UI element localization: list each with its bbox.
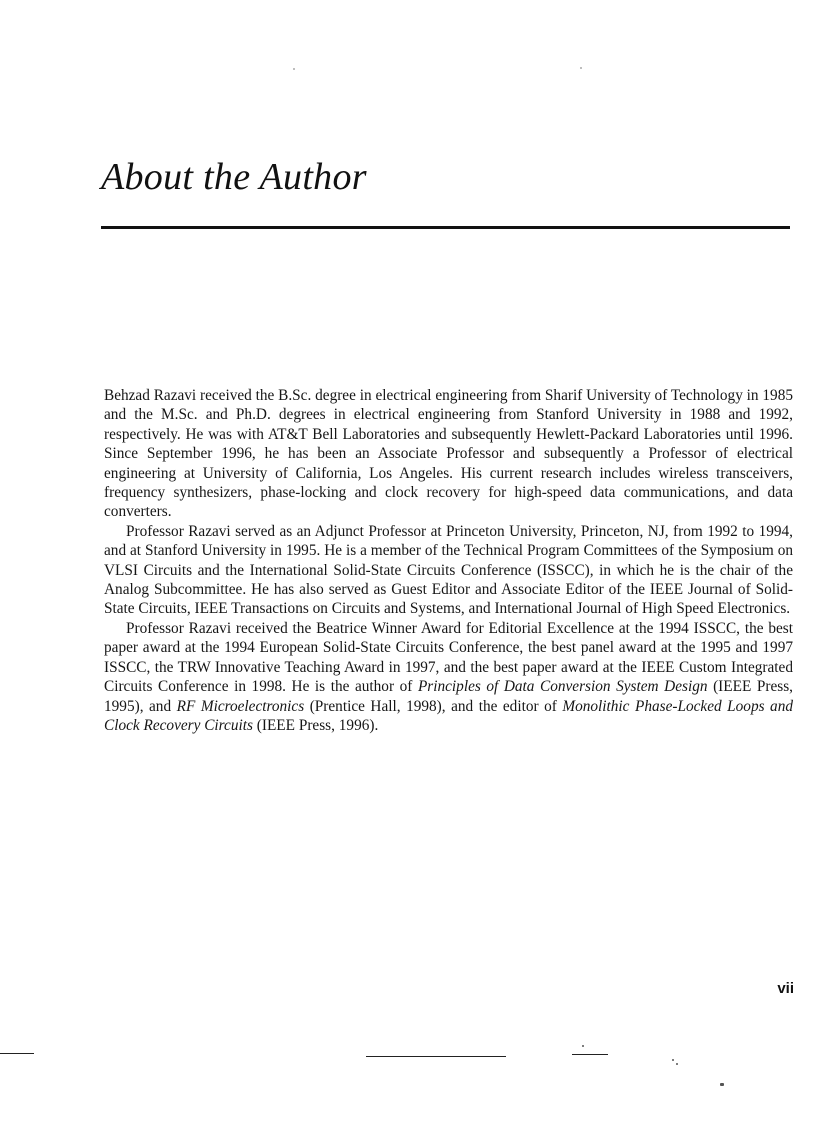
biography-paragraph (104, 386, 793, 522)
scan-artifact-line (366, 1056, 506, 1057)
scan-artifact-dot (580, 67, 582, 69)
book-title: RF Microelectronics (176, 697, 305, 715)
paragraph-text: (IEEE Press, 1995), and (104, 678, 793, 715)
book-title: Principles of Data Conversion System Design (417, 678, 708, 696)
paragraph-text: Professor Razavi received the Beatrice Winner Award for Editorial Excellence at the 1994 ISSCC, the best paper award at the 1994 European Solid-State Circuits Conference, the best panel award at the 1995 and 1997 ISSCC, the TRW Innovative Teaching Award in 1997, and the best paper award at the IEEE Custom Integrated Circuits Conference in 1998. He is the author of (104, 619, 793, 696)
paragraph-text: Behzad Razavi received the B.Sc. degree in electrical engineering from Sharif University of Technology in 1985 and the M.Sc. and Ph.D. degrees in electrical engineering from Stanford University in 1988 and 1992, respectively. He was with AT&T Bell Laboratories and subsequently Hewlett-Packard Laboratories until 1996. Since September 1996, he has been an Associate Professor and subsequently a Professor of electrical engineering at University of California, Los Angeles. His current research includes wireless transceivers, frequency synthesizers, phase-locking and clock recovery for high-speed data communications, and data converters. (104, 387, 793, 521)
scan-artifact-dot (582, 1045, 584, 1047)
paragraph-text: (IEEE Press, 1996). (252, 716, 379, 734)
scan-artifact-line (572, 1054, 608, 1055)
scan-artifact-line (0, 1053, 34, 1054)
scan-artifact-dot (676, 1063, 678, 1065)
book-title: Monolithic Phase-Locked Loops and Clock Recovery Circuits (104, 697, 793, 734)
page-title: About the Author (101, 156, 367, 198)
title-rule (101, 226, 790, 229)
scan-artifact-dot (672, 1059, 674, 1061)
biography-paragraph (104, 522, 793, 619)
scan-artifact-dot (293, 68, 295, 70)
paragraph-text: Professor Razavi served as an Adjunct Professor at Princeton University, Princeton, NJ, from 1992 to 1994, and at Stanford University in 1995. He is a member of the Technical Program Committees of the Symposium on VLSI Circuits and the International Solid-State Circuits Conference (ISSCC), in which he is the chair of the Analog Subcommittee. He has also served as Guest Editor and Associate Editor of the IEEE Journal of Solid-State Circuits, IEEE Transactions on Circuits and Systems, and International Journal of High Speed Electronics. (104, 522, 793, 618)
page-number: vii (777, 980, 794, 997)
paragraph-text: (Prentice Hall, 1998), and the editor of (304, 697, 563, 715)
author-biography (104, 386, 793, 735)
scan-artifact-dot (720, 1083, 724, 1086)
biography-paragraph (104, 619, 793, 735)
